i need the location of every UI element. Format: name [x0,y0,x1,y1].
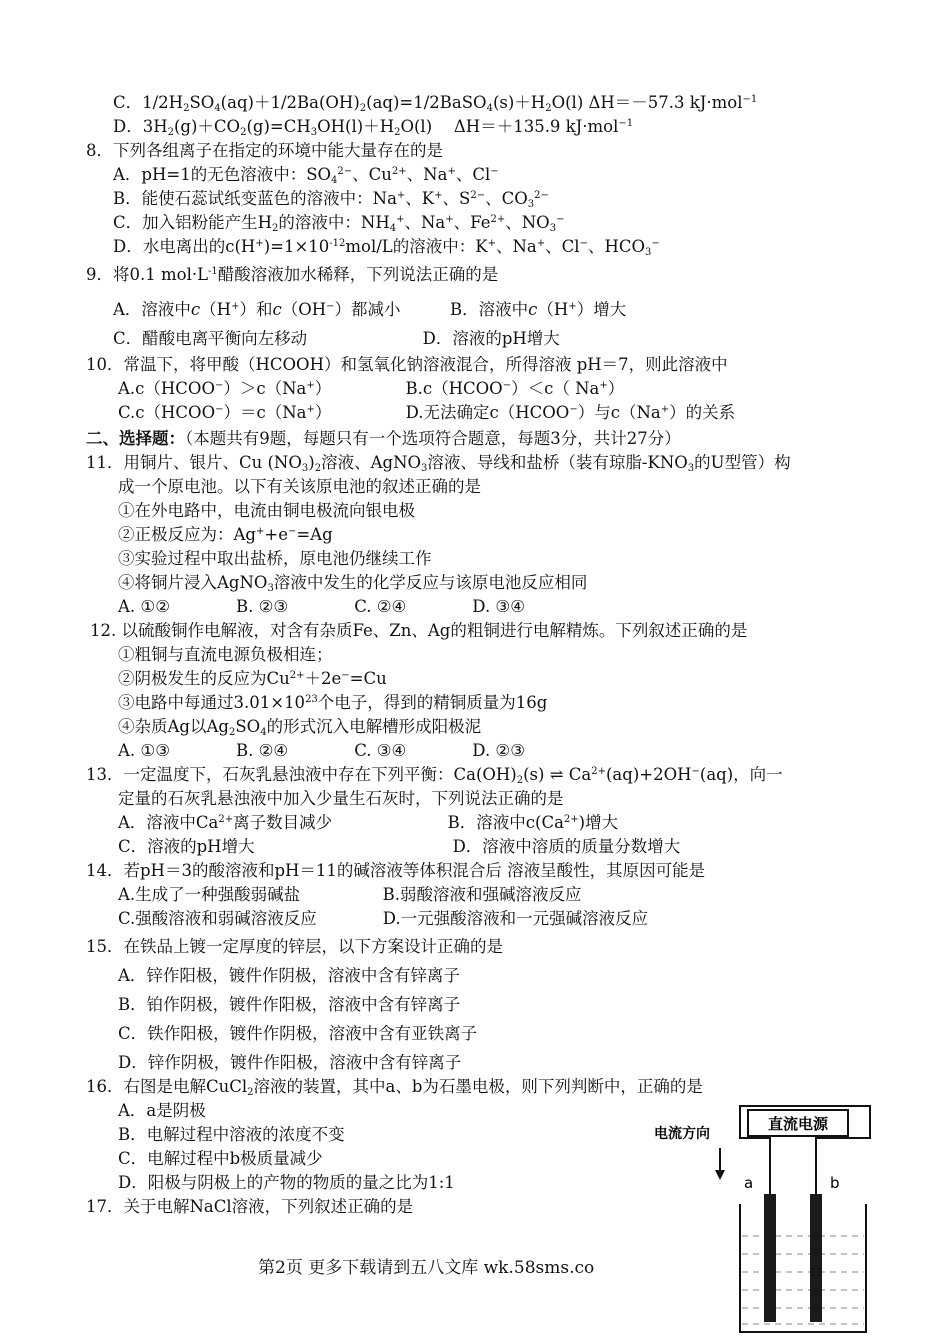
q7-option-c: C．$1/2H_2SO_4(aq)+1/2Ba(OH)_2(aq)=1/2BaSO_4(s)+H_2O(l)$ ΔH＝－57.3 kJ·mol$^{-1}$ [113,93,758,114]
q10-options-ab: A.c（HCOO−）＞c（Na+） B.c（HCOO−）＜c（ Na+） [118,379,625,398]
electrode-a-label: a [744,1174,754,1192]
q15-option-d: D．锌作阴极，镀件作阳极，溶液中含有锌离子 [118,1053,462,1072]
q14-options-cd: C.强酸溶液和弱碱溶液反应 D.一元强酸溶液和一元强碱溶液反应 [118,909,649,928]
q8-option-a: A．pH=1的无色溶液中：$SO_4^{2-}$、$Cu^{2+}$、Na+、Cl− [113,165,499,186]
q17-stem: 17．关于电解NaCl溶液，下列叙述正确的是 [86,1197,414,1216]
q11-item-4: ④将铜片浸入AgNO$_3$溶液中发生的化学反应与该原电池反应相同 [118,573,588,594]
q13-stem: 13．一定温度下，石灰乳悬浊液中存在下列平衡：$Ca(OH)_2(s)$ ⇌ $Ca^{2+}(aq)+2OH^-(aq)$，向一 [86,765,783,786]
q16-stem: 16．右图是电解CuCl$_2$溶液的装置，其中a、b为石墨电极，则下列判断中，正确的是 [86,1077,703,1098]
q12-item-2: ②阴极发生的反应为$Cu^{2+}+2e^-=Cu$ [118,669,387,688]
q15-option-a: A．锌作阳极，镀件作阴极，溶液中含有锌离子 [118,966,460,985]
electrode-b-label: b [830,1174,840,1192]
q8-option-b: B．能使石蕊试纸变蓝色的溶液中：Na+、K+、$S^{2-}$、$CO_3^{2-}$ [113,189,549,210]
q14-stem: 14．若pH＝3的酸溶液和pH＝11的碱溶液等体积混合后 溶液呈酸性，其原因可能是 [86,861,706,880]
q12-stem: 12. 以硫酸铜作电解液，对含有杂质Fe、Zn、Ag的粗铜进行电解精炼。下列叙述正确的是 [90,621,748,640]
current-direction-label: 电流方向 [654,1126,710,1142]
q11-options: A. ①② B. ②③ C. ②④ D. ③④ [118,597,526,616]
q11-item-2: ②正极反应为：Ag++e−=Ag [118,525,333,544]
q12-item-3: ③电路中每通过$3.01\times 10^{23}$个电子，得到的精铜质量为16g [118,693,548,712]
beaker [740,1204,866,1332]
q7-option-d: D．$3H_2(g)+CO_2(g)=CH_3OH(l)+H_2O(l)$ ΔH＝＋135.9 kJ·mol$^{-1}$ [113,117,634,138]
q16-option-a: A．a是阴极 [118,1101,206,1120]
q12-item-4: ④杂质Ag以$Ag_2SO_4$的形式沉入电解槽形成阳极泥 [118,717,482,738]
q9-options-cd: C．醋酸电离平衡向左移动 D．溶液的pH增大 [113,329,560,348]
q10-stem: 10．常温下，将甲酸（HCOOH）和氢氧化钠溶液混合，所得溶液 pH＝7，则此溶液中 [86,355,728,374]
q16-option-b: B．电解过程中溶液的浓度不变 [118,1125,345,1144]
q16-option-c: C．电解过程中b极质量减少 [118,1149,323,1168]
q10-options-cd: C.c（HCOO−）＝c（Na+） D.无法确定c（HCOO−）与c（Na+）的关系 [118,403,736,422]
q13-options-ab: A．溶液中$Ca^{2+}$离子数目减少 B．溶液中$c(Ca^{2+})$增大 [118,813,619,832]
q13-options-cd: C．溶液的pH增大 D．溶液中溶质的质量分数增大 [118,837,681,856]
q15-option-b: B．铂作阴极，镀件作阳极，溶液中含有锌离子 [118,995,461,1014]
page-footer: 第2页 更多下载请到五八文库 wk.58sms.co [258,1258,595,1278]
q11-stem-cont: 成一个原电池。以下有关该原电池的叙述正确的是 [118,477,481,496]
electrode-a [764,1194,776,1322]
electrode-b [810,1194,822,1322]
q14-options-ab: A.生成了一种强酸弱碱盐 B.弱酸溶液和强碱溶液反应 [118,885,582,904]
q15-stem: 15．在铁品上镀一定厚度的锌层，以下方案设计正确的是 [86,937,503,956]
q12-options: A. ①③ B. ②④ C. ③④ D. ②③ [118,741,526,760]
q9-stem: 9．将0.1 $mol\cdot L^{-1}$醋酸溶液加水稀释，下列说法正确的是 [86,265,499,284]
q8-option-c: C．加入铝粉能产生$H_2$的溶液中：$NH_4^+$、Na+、$Fe^{2+}$、$NO_3^-$ [113,213,565,234]
q11-stem: 11．用铜片、银片、Cu $(NO_3)_2$溶液、AgNO$_3$溶液、导线和盐桥（装有琼脂$-KNO_3$的U型管）构 [86,453,791,474]
q8-stem: 8．下列各组离子在指定的环境中能大量存在的是 [86,141,443,160]
q9-options-ab: A．溶液中c（H+）和c（OH−）都减小 B．溶液中c（H+）增大 [113,300,627,319]
q11-item-3: ③实验过程中取出盐桥，原电池仍继续工作 [118,549,432,568]
q16-option-d: D．阳极与阴极上的产物的物质的量之比为1:1 [118,1173,455,1192]
electrolysis-apparatus-figure [648,1096,888,1338]
dc-power-label: 直流电源 [767,1115,829,1133]
q8-option-d: D．水电离出的$c(H^+)=1\times 10^{-12}mol/L$的溶液中：K+、Na+、Cl−、$HCO_3^-$ [113,237,660,258]
section-2-heading: 二、选择题：（本题共有9题，每题只有一个选项符合题意，每题3分，共计27分） [86,429,681,448]
solution [742,1236,864,1324]
q15-option-c: C．铁作阳极，镀件作阴极，溶液中含有亚铁离子 [118,1024,478,1043]
q11-item-1: ①在外电路中，电流由铜电极流向银电极 [118,501,415,520]
q13-stem-cont: 定量的石灰乳悬浊液中加入少量生石灰时，下列说法正确的是 [118,789,564,808]
q12-item-1: ①粗铜与直流电源负极相连； [118,645,333,664]
